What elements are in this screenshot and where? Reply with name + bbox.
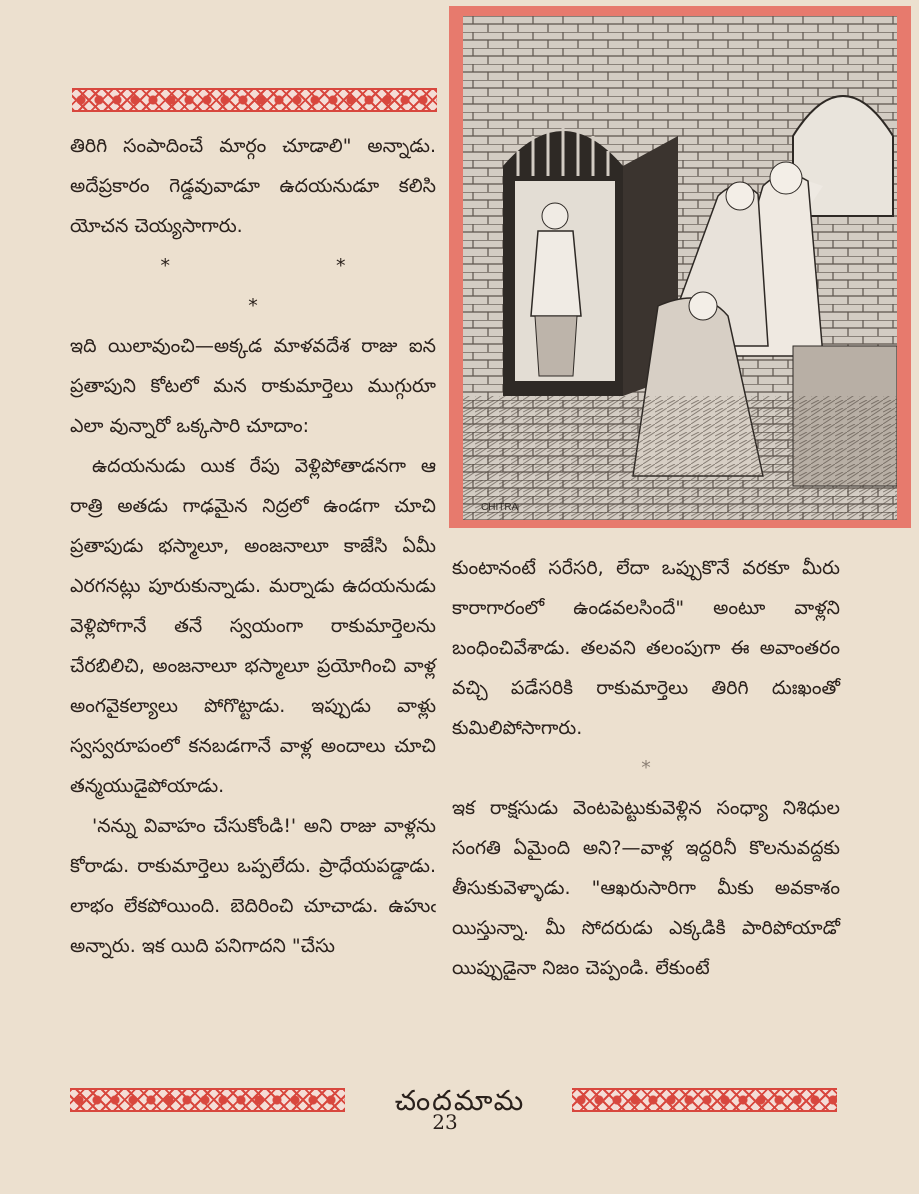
illustration-frame xyxy=(449,6,911,528)
illustration-signature: CHITRA xyxy=(481,502,519,513)
illustration-prison-scene xyxy=(463,16,897,520)
paragraph: కుంటానంటే సరేసరి, లేదా ఒప్పుకొనే వరకూ మీరు కారాగారంలో ఉండవలసిందే" అంటూ వాళ్లని బంధించివేశాడు. తలవని తలంపుగా ఈ అవాంతరం వచ్చి పడేసరికి రాకుమార్తెలు తిరిగి దుఃఖంతో కుమిలిపోసాగారు. xyxy=(452,557,840,739)
paragraph: ఇక రాక్షసుడు వెంటపెట్టుకువెళ్లిన సంధ్యా నిశిధుల సంగతి ఏమైంది అని?—వాళ్ల ఇద్దరినీ కొలనువద్దకు తీసుకువెళ్ళాడు. "ఆఖరుసారిగా మీకు అవకాశం యిస్తున్నా. మీ సోదరుడు ఎక్కడికి పారిపోయాడో యిప్పుడైనా నిజం చెప్పండి. లేకుంటే xyxy=(452,797,840,979)
paragraph: తిరిగి సంపాదించే మార్గం చూడాలి" అన్నాడు. అదేప్రకారం గెడ్డవువాడూ ఉదయనుడూ కలిసి యోచన చెయ్యసాగారు. xyxy=(70,135,436,237)
paragraph: 'నన్ను వివాహం చేసుకోండి!' అని రాజు వాళ్లను కోరాడు. రాకుమార్తెలు ఒప్పలేదు. ప్రాధేయపడ్డాడు. లాభం లేకపోయింది. బెదిరించి చూచాడు. ఉహుఁ అన్నారు. ఇక యిది పనిగాదని "చేసు xyxy=(70,815,436,957)
page-number: 23 xyxy=(432,1110,458,1134)
section-separator: * xyxy=(641,757,651,779)
paragraph: ఇది యిలావుంచి—అక్కడ మాళవదేశ రాజు ఐన ప్రతాపుని కోటలో మన రాకుమార్తెలు ముగ్గురూ ఎలా వున్నారో ఒక్కసారి చూదాం: xyxy=(70,335,436,437)
right-text-column xyxy=(452,548,840,988)
footer-left-border xyxy=(70,1088,345,1112)
top-decorative-border xyxy=(72,88,437,112)
paragraph: ఉదయనుడు యిక రేపు వెళ్లిపోతాడనగా ఆ రాత్రి అతడు గాఢమైన నిద్రలో ఉండగా చూచి ప్రతాపుడు భస్మాలూ, అంజనాలూ కాజేసి ఏమీ ఎరగనట్లు పూరుకున్నాడు. మర్నాడు ఉదయనుడు వెళ్లిపోగానే తనే స్వయంగా రాకుమార్తెలను చేరబిలిచి, అంజనాలూ భస్మాలూ ప్రయోగించి వాళ్ల అంగవైకల్యాలు పోగొట్టాడు. ఇప్పుడు వాళ్లు స్వస్వరూపంలో కనబడగానే వాళ్ల అందాలు చూచి తన్మయుడైపోయాడు. xyxy=(70,455,436,797)
illustration-drawing xyxy=(463,16,897,520)
footer-right-border xyxy=(572,1088,837,1112)
left-text-column xyxy=(70,126,436,966)
magazine-title: చందమామ xyxy=(394,1084,526,1117)
section-separator: * * * xyxy=(160,255,426,317)
